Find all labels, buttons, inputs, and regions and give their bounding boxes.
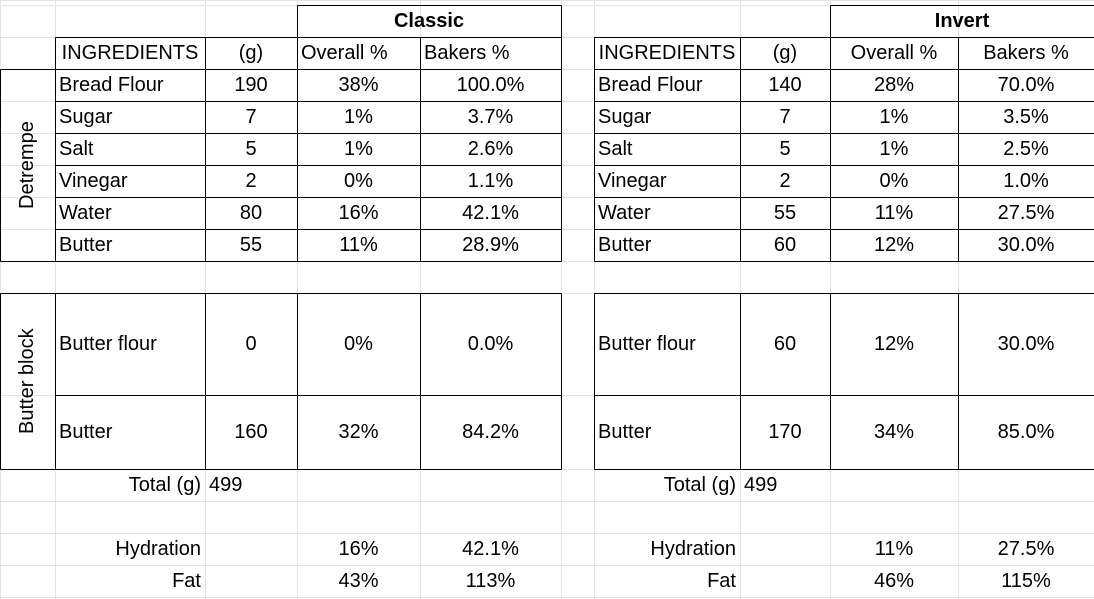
ingredient-grams: 5 (779, 138, 791, 160)
ingredient-name: Butter (59, 421, 113, 443)
ingredient-grams: 190 (234, 74, 268, 96)
ingredient-grams: 60 (773, 333, 797, 355)
ingredient-grams: 55 (239, 234, 263, 256)
ingredient-grams: 160 (234, 421, 268, 443)
ingredient-overall-pct: 1% (344, 138, 373, 160)
ingredient-overall-pct: 1% (344, 106, 373, 128)
hydration-overall-pct: 11% (874, 538, 914, 560)
ingredient-bakers-pct: 30.0% (997, 333, 1055, 355)
group-label-butter-block-cell (0, 293, 55, 469)
ingredient-name: Water (59, 202, 112, 224)
header-bakers: Bakers % (424, 42, 510, 64)
ingredient-bakers-pct: 2.5% (1003, 138, 1049, 160)
ingredient-overall-pct: 12% (873, 333, 915, 355)
hydration-bakers-pct: 42.1% (462, 538, 519, 560)
fat-label: Fat (707, 570, 736, 592)
ingredient-name: Butter (598, 234, 652, 256)
ingredient-bakers-pct: 100.0% (456, 74, 525, 96)
ingredient-name: Butter flour (598, 333, 696, 355)
ingredient-name: Butter (59, 234, 113, 256)
header-grams: (g) (238, 42, 264, 64)
ingredient-bakers-pct: 85.0% (997, 421, 1055, 443)
ingredient-overall-pct: 12% (873, 234, 915, 256)
ingredient-bakers-pct: 84.2% (462, 421, 519, 443)
ingredient-overall-pct: 1% (879, 106, 909, 128)
hydration-label: Hydration (115, 538, 201, 560)
ingredient-overall-pct: 0% (879, 170, 909, 192)
ingredient-bakers-pct: 30.0% (997, 234, 1055, 256)
hydration-overall-pct: 16% (338, 538, 379, 560)
ingredient-overall-pct: 0% (344, 170, 373, 192)
header-overall: Overall % (301, 42, 388, 64)
ingredient-bakers-pct: 3.7% (467, 106, 514, 128)
ingredient-bakers-pct: 1.0% (1003, 170, 1049, 192)
recipe-title: Classic (393, 10, 465, 32)
ingredient-name: Butter (598, 421, 652, 443)
group-label-detrempe-cell (0, 69, 55, 261)
ingredient-grams: 170 (768, 421, 802, 443)
ingredient-name: Salt (59, 138, 94, 160)
ingredient-bakers-pct: 70.0% (997, 74, 1055, 96)
header-ingredients: INGREDIENTS (61, 42, 199, 64)
ingredient-overall-pct: 34% (873, 421, 915, 443)
ingredient-grams: 55 (773, 202, 797, 224)
fat-bakers-pct: 113% (465, 570, 516, 592)
ingredient-overall-pct: 28% (873, 74, 915, 96)
total-grams: 499 (744, 474, 778, 496)
ingredient-name: Sugar (59, 106, 113, 128)
ingredient-bakers-pct: 28.9% (462, 234, 519, 256)
ingredient-bakers-pct: 42.1% (462, 202, 519, 224)
fat-bakers-pct: 115% (1001, 570, 1051, 592)
ingredient-grams: 2 (245, 170, 257, 192)
total-label: Total (g) (663, 474, 736, 496)
ingredient-grams: 0 (245, 333, 257, 355)
group-label-detrempe: Detrempe (16, 121, 38, 209)
fat-overall-pct: 46% (873, 570, 915, 592)
ingredient-name: Bread Flour (598, 74, 703, 96)
ingredient-overall-pct: 1% (879, 138, 909, 160)
hydration-label: Hydration (650, 538, 736, 560)
hydration-bakers-pct: 27.5% (997, 538, 1055, 560)
header-bakers: Bakers % (983, 42, 1069, 64)
ingredient-name: Vinegar (59, 170, 128, 192)
total-grams: 499 (209, 474, 243, 496)
ingredient-name: Salt (598, 138, 633, 160)
fat-overall-pct: 43% (338, 570, 379, 592)
ingredient-bakers-pct: 27.5% (997, 202, 1055, 224)
ingredient-overall-pct: 38% (338, 74, 379, 96)
ingredient-grams: 140 (768, 74, 802, 96)
ingredient-name: Bread Flour (59, 74, 164, 96)
ingredient-grams: 60 (773, 234, 797, 256)
ingredient-grams: 7 (779, 106, 791, 128)
header-overall: Overall % (850, 42, 938, 64)
ingredient-grams: 7 (245, 106, 257, 128)
ingredient-bakers-pct: 1.1% (467, 170, 514, 192)
ingredient-grams: 2 (779, 170, 791, 192)
total-label: Total (g) (128, 474, 201, 496)
header-ingredients: INGREDIENTS (598, 42, 736, 64)
group-label-butter-block: Butter block (16, 328, 38, 434)
ingredient-overall-pct: 0% (344, 333, 373, 355)
ingredient-name: Butter flour (59, 333, 157, 355)
ingredient-bakers-pct: 3.5% (1003, 106, 1049, 128)
recipe-title: Invert (934, 10, 990, 32)
fat-label: Fat (172, 570, 201, 592)
ingredient-grams: 5 (245, 138, 257, 160)
ingredient-bakers-pct: 0.0% (467, 333, 514, 355)
ingredient-overall-pct: 11% (339, 234, 378, 256)
ingredient-name: Water (598, 202, 651, 224)
ingredient-name: Vinegar (598, 170, 667, 192)
ingredient-overall-pct: 32% (338, 421, 379, 443)
header-grams: (g) (772, 42, 798, 64)
ingredient-name: Sugar (598, 106, 652, 128)
ingredient-overall-pct: 16% (338, 202, 379, 224)
ingredient-overall-pct: 11% (874, 202, 914, 224)
ingredient-bakers-pct: 2.6% (467, 138, 514, 160)
ingredient-grams: 80 (239, 202, 263, 224)
